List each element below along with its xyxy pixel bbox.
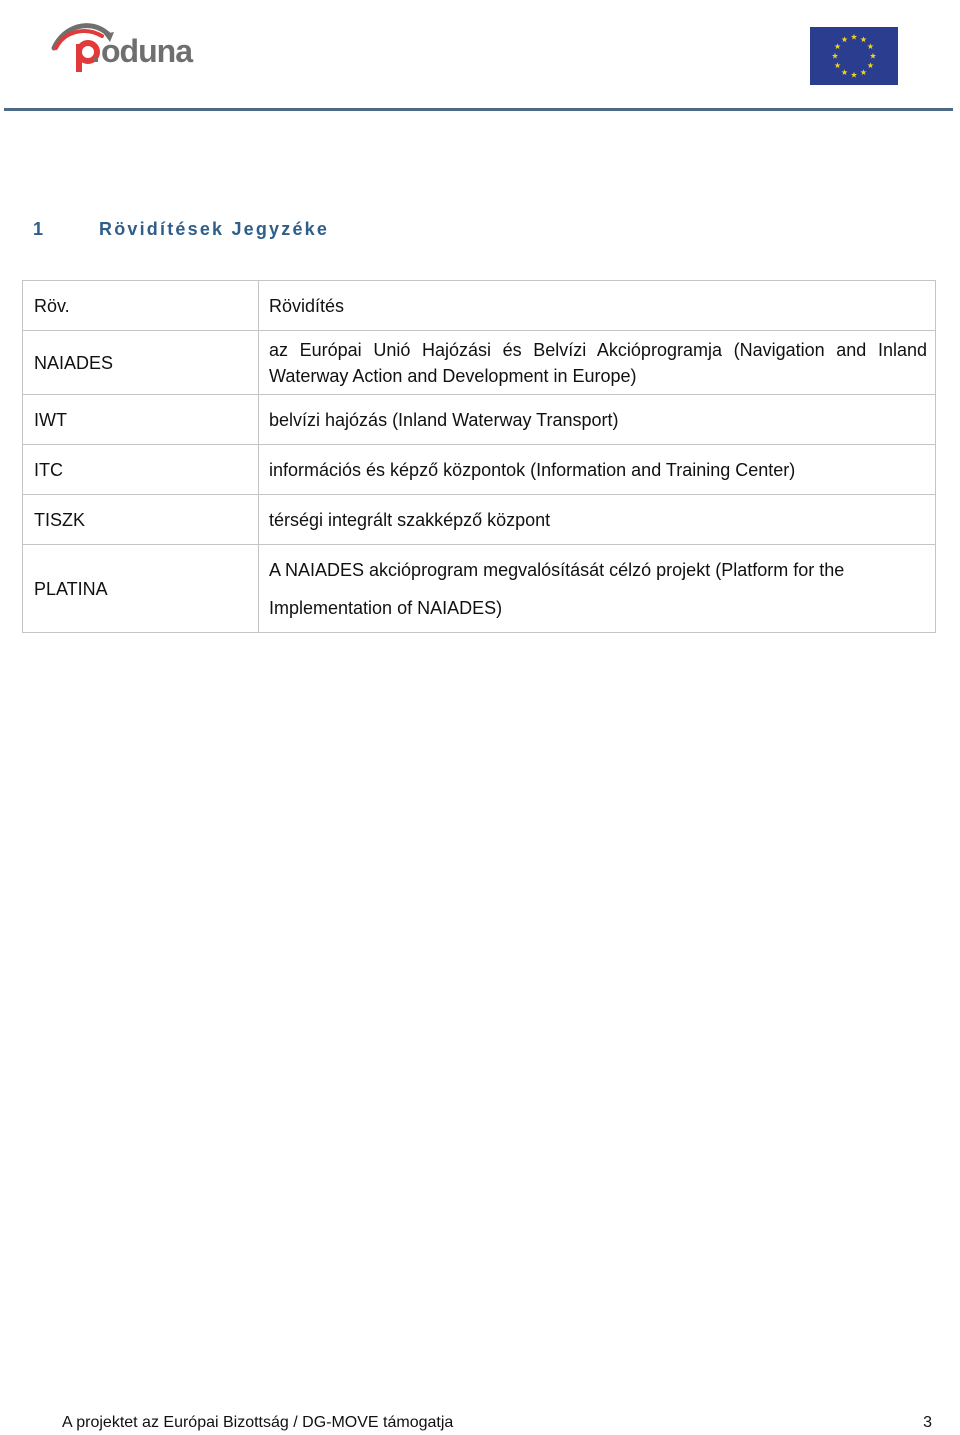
abbreviation-cell: TISZK <box>23 495 259 545</box>
column-header-meaning: Rövidítés <box>259 281 936 331</box>
page-header <box>0 0 960 112</box>
produna-logo <box>50 18 235 74</box>
meaning-cell: belvízi hajózás (Inland Waterway Transport) <box>259 395 936 445</box>
section-title: Rövidítések Jegyzéke <box>99 219 330 239</box>
table-header-row <box>23 281 936 331</box>
abbreviations-table <box>22 280 936 633</box>
column-header-abbreviation: Röv. <box>23 281 259 331</box>
header-divider <box>4 108 953 111</box>
abbreviation-cell: IWT <box>23 395 259 445</box>
eu-flag-icon <box>810 27 898 85</box>
footer-text: A projektet az Európai Bizottság / DG-MOVE támogatja <box>62 1414 454 1431</box>
table-row <box>23 495 936 545</box>
table-row <box>23 445 936 495</box>
table-row <box>23 395 936 445</box>
table-row <box>23 545 936 633</box>
svg-text:produna: produna <box>52 71 56 72</box>
section-number: 1 <box>33 219 44 239</box>
meaning-cell: információs és képző központok (Information and Training Center) <box>259 445 936 495</box>
meaning-cell: térségi integrált szakképző központ <box>259 495 936 545</box>
abbreviation-cell: NAIADES <box>23 331 259 395</box>
section-heading <box>33 219 329 240</box>
abbreviation-cell: ITC <box>23 445 259 495</box>
page-number: 3 <box>923 1414 932 1431</box>
meaning-cell: A NAIADES akcióprogram megvalósítását célzó projekt (Platform for the Implementation of NAIADES) <box>259 545 936 633</box>
svg-text:oduna: oduna <box>101 33 192 69</box>
abbreviation-cell: PLATINA <box>23 545 259 633</box>
table-row <box>23 331 936 395</box>
meaning-cell: az Európai Unió Hajózási és Belvízi Akcióprogramja (Navigation and Inland Waterway Action and Development in Europe) <box>259 331 936 395</box>
